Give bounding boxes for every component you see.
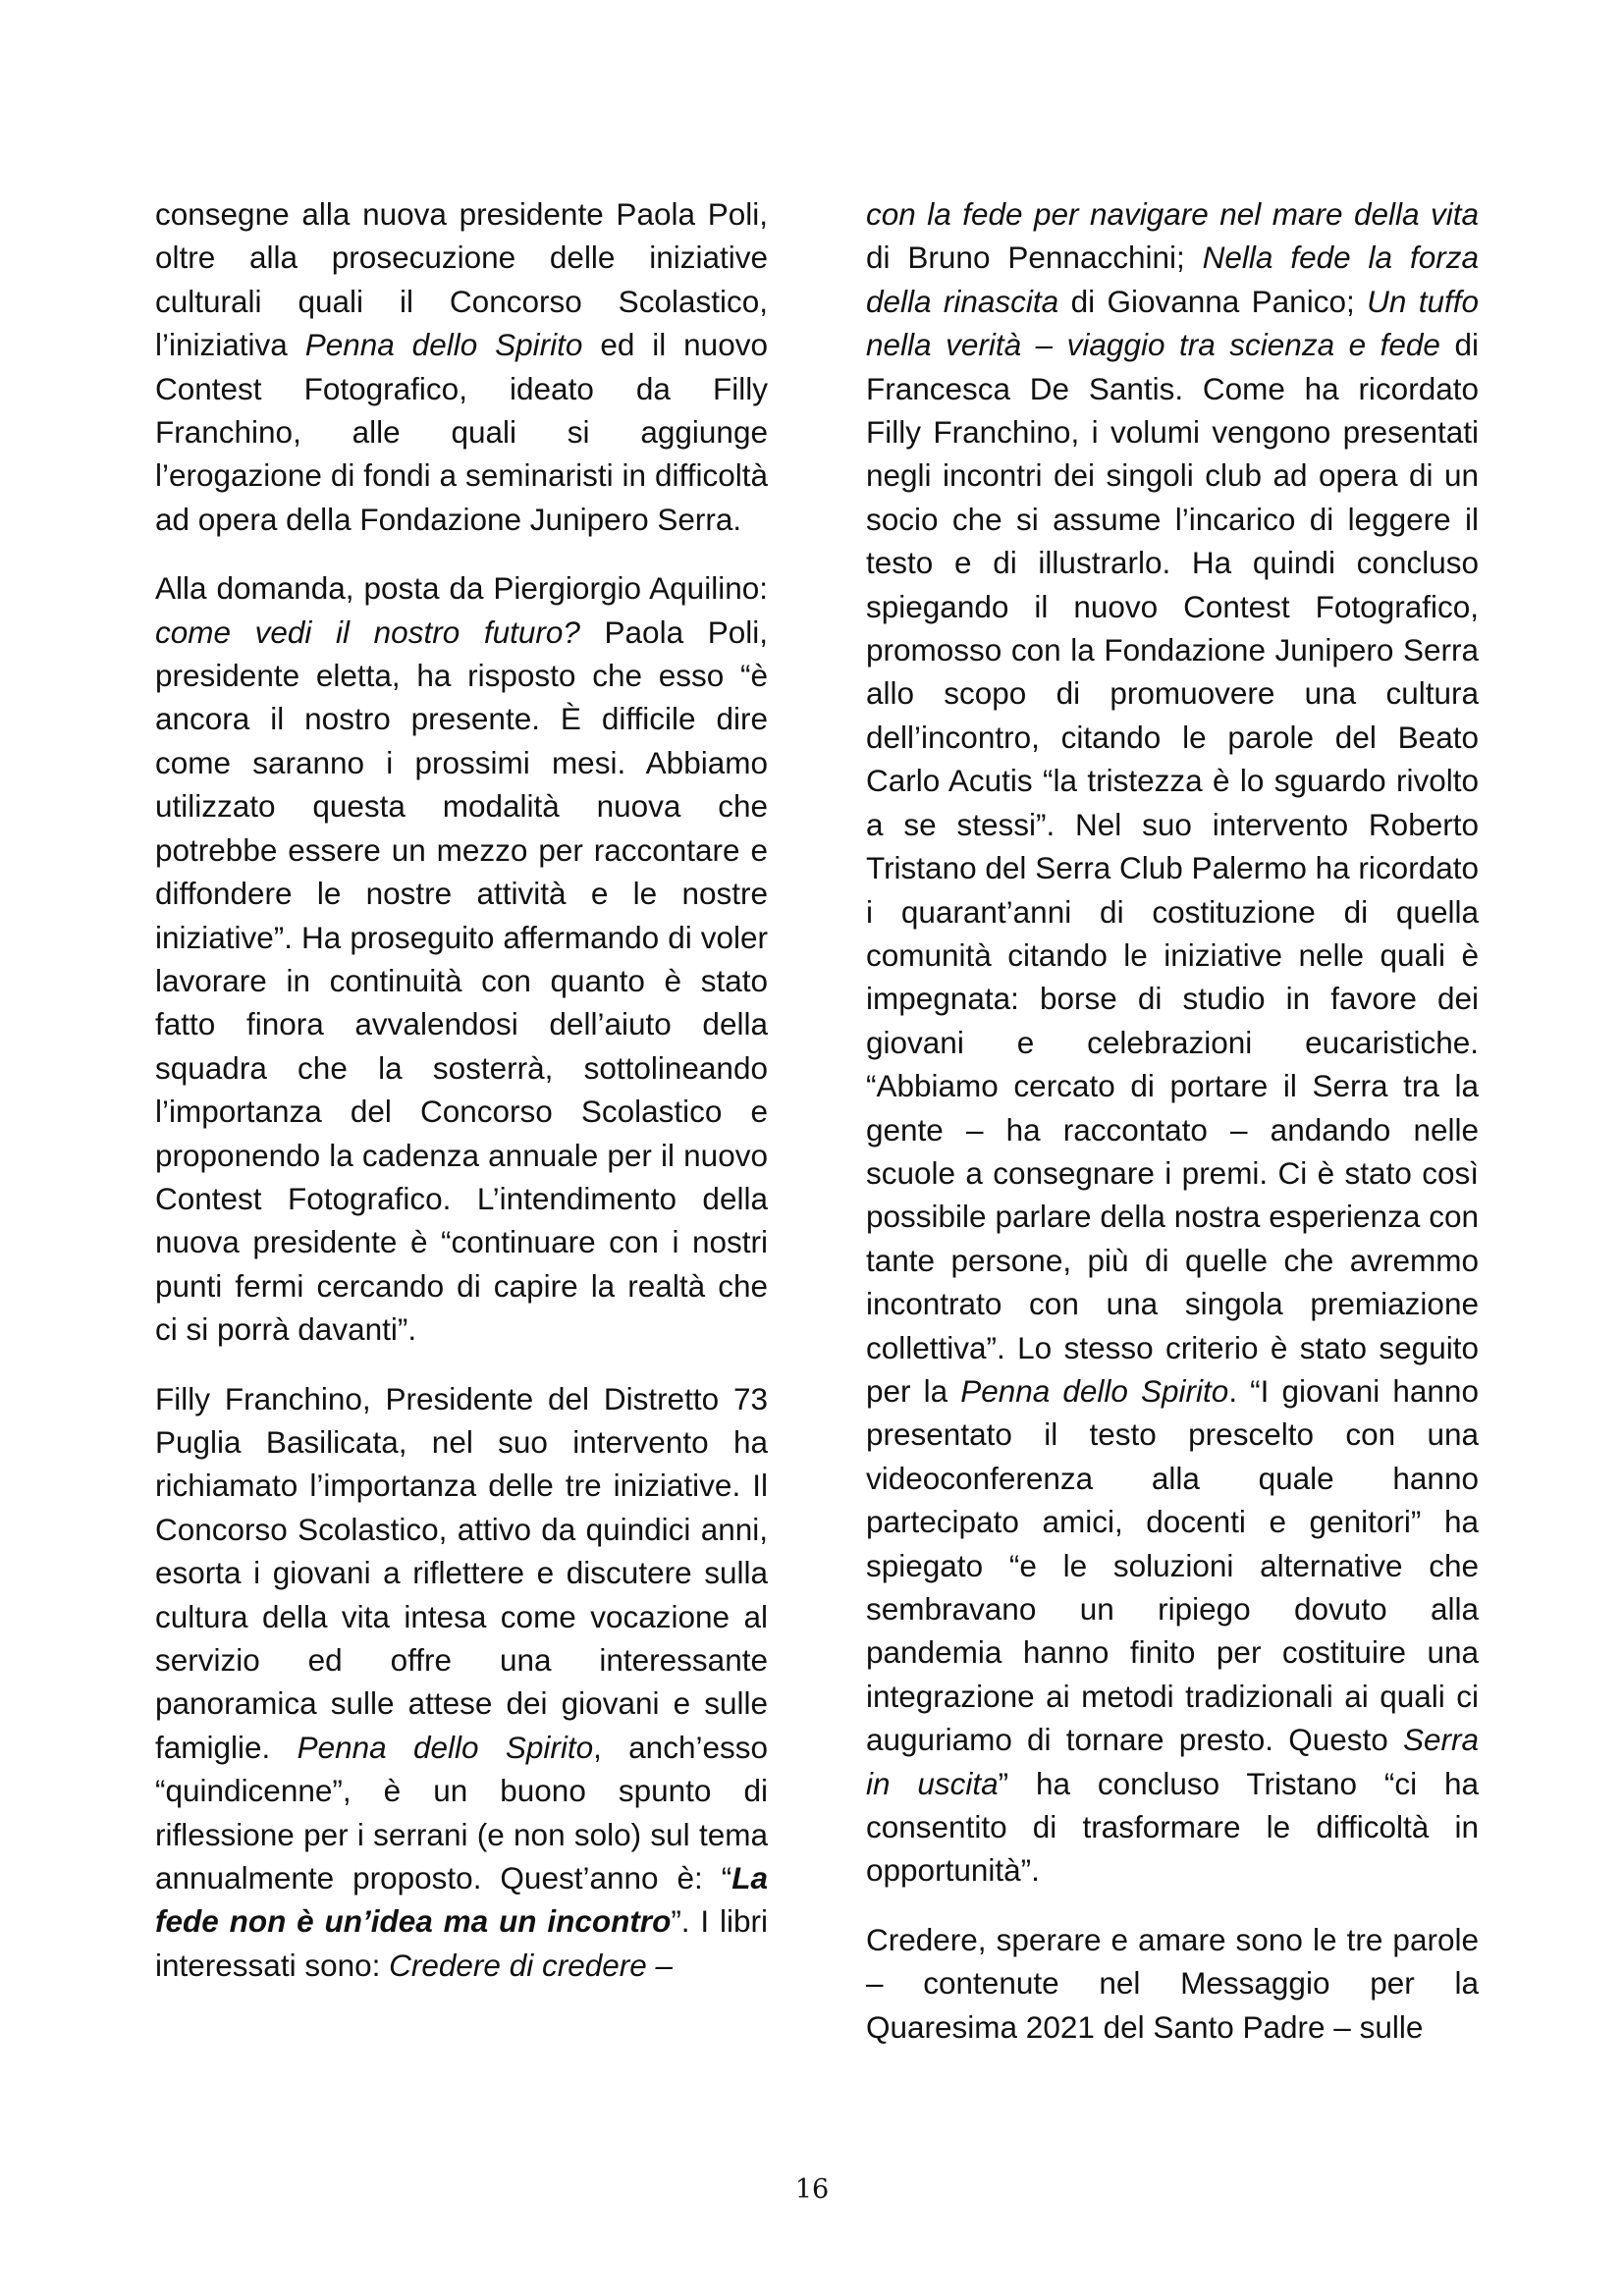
text-run: ed il nuovo Contest Fotografico, ideato da Filly Franchino, alle quali si aggiunge l’erogazione di fondi a seminaristi in difficoltà ad opera della Fondazione Junipero Serra.	[155, 327, 768, 537]
text-run: , anch’esso “quindicenne”, è un buono spunto di riflessione per i serrani (e non solo) sul tema annualmente proposto. Quest’anno è: “	[155, 1729, 768, 1896]
paragraph	[155, 566, 768, 1351]
text-run: Credere di credere –	[389, 1947, 674, 1983]
text-run: Penna dello Spirito	[960, 1372, 1229, 1409]
text-column-left	[155, 192, 768, 1987]
text-run: di Giovanna Panico;	[1058, 283, 1368, 319]
text-run: Nella fede la forza della rinascita	[866, 240, 1479, 319]
text-run: Paola Poli, presidente eletta, ha risposto che esso “è ancora il nostro presente. È difficile dire come saranno i prossimi mesi. Abbiamo utilizzato questa modalità nuova che potrebbe essere un mezzo per raccontare e diffondere le nostre attività e le nostre iniziative”. Ha proseguito affermando di voler lavorare in continuità con quanto è stato fatto finora avvalendosi dell’aiuto della squadra che la sosterrà, sottolineando l’importanza del Concorso Scolastico e proponendo la cadenza annuale per il nuovo Contest Fotografico. L’intendimento della nuova presidente è “continuare con i nostri punti fermi cercando di capire la realtà che ci si porrà davanti”.	[155, 614, 768, 1348]
text-run: ” ha concluso Tristano “ci ha consentito di trasformare le difficoltà in opportunità”.	[866, 1765, 1479, 1889]
text-run: . “I giovani hanno presentato il testo prescelto con una videoconferenza alla quale hanno partecipato amici, docenti e genitori” ha spiegato “e le soluzioni alternative che sembravano un ripiego dovuto alla pandemia hanno finito per costituire una integrazione ai metodi tradizionali ai quali ci auguriamo di tornare presto. Questo	[866, 1372, 1479, 1758]
text-run: Penna dello Spirito	[304, 327, 583, 363]
text-run: di Francesca De Santis. Come ha ricordato Filly Franchino, i volumi vengono presentati negli incontri dei singoli club ad opera di un socio che si assume l’incarico di leggere il testo e di illustrarlo. Ha quindi concluso spiegando il nuovo Contest Fotografico, promosso con la Fondazione Junipero Serra allo scopo di promuovere una cultura dell’incontro, citando le parole del Beato Carlo Acutis “la tristezza è lo sguardo rivolto a se stessi”. Nel suo intervento Roberto Tristano del Serra Club Palermo ha ricordato i quarant’anni di costituzione di quella comunità citando le iniziative nelle quali è impegnata: borse di studio in favore dei giovani e celebrazioni eucaristiche. “Abbiamo cercato di portare il Serra tra la gente – ha raccontato – andando nelle scuole a consegnare i premi. Ci è stato così possibile parlare della nostra esperienza con tante persone, più di quelle che avremmo incontrato con una singola premiazione collettiva”. Lo stesso criterio è stato seguito per la	[866, 327, 1479, 1409]
paragraph	[155, 1377, 768, 1988]
text-run: Un tuffo nella verità – viaggio tra scienza e fede	[866, 283, 1480, 363]
page-number: 16	[794, 2174, 830, 2205]
text-run: Serra in uscita	[866, 1722, 1479, 1801]
text-column-right	[866, 192, 1479, 2049]
text-run: con la fede per navigare nel mare della vita	[866, 196, 1479, 232]
text-run: Alla domanda, posta da Piergiorgio Aquilino:	[155, 570, 768, 607]
text-run: di Bruno Pennacchini;	[866, 240, 1203, 276]
text-run: Filly Franchino, Presidente del Distretto 73 Puglia Basilicata, nel suo intervento ha richiamato l’importanza delle tre iniziative. Il Concorso Scolastico, attivo da quindici anni, esorta i giovani a riflettere e discutere sulla cultura della vita intesa come vocazione al servizio ed offre una interessante panoramica sulle attese dei giovani e sulle famiglie.	[155, 1380, 768, 1765]
text-run: La fede non è un’idea ma un incontro	[155, 1860, 768, 1940]
paragraph	[866, 1918, 1479, 2049]
paragraph	[866, 192, 1479, 1893]
text-run: Credere, sperare e amare sono le tre parole – contenute nel Messaggio per la Quaresima 2021 del Santo Padre – sulle	[866, 1921, 1479, 2045]
text-run: ”. I libri interessati sono:	[155, 1903, 768, 1983]
text-run: Penna dello Spirito	[297, 1729, 594, 1765]
paragraph	[155, 192, 768, 541]
text-run: consegne alla nuova presidente Paola Poli, oltre alla prosecuzione delle iniziative culturali quali il Concorso Scolastico, l’iniziativa	[155, 196, 768, 363]
text-run: come vedi il nostro futuro?	[155, 614, 580, 650]
